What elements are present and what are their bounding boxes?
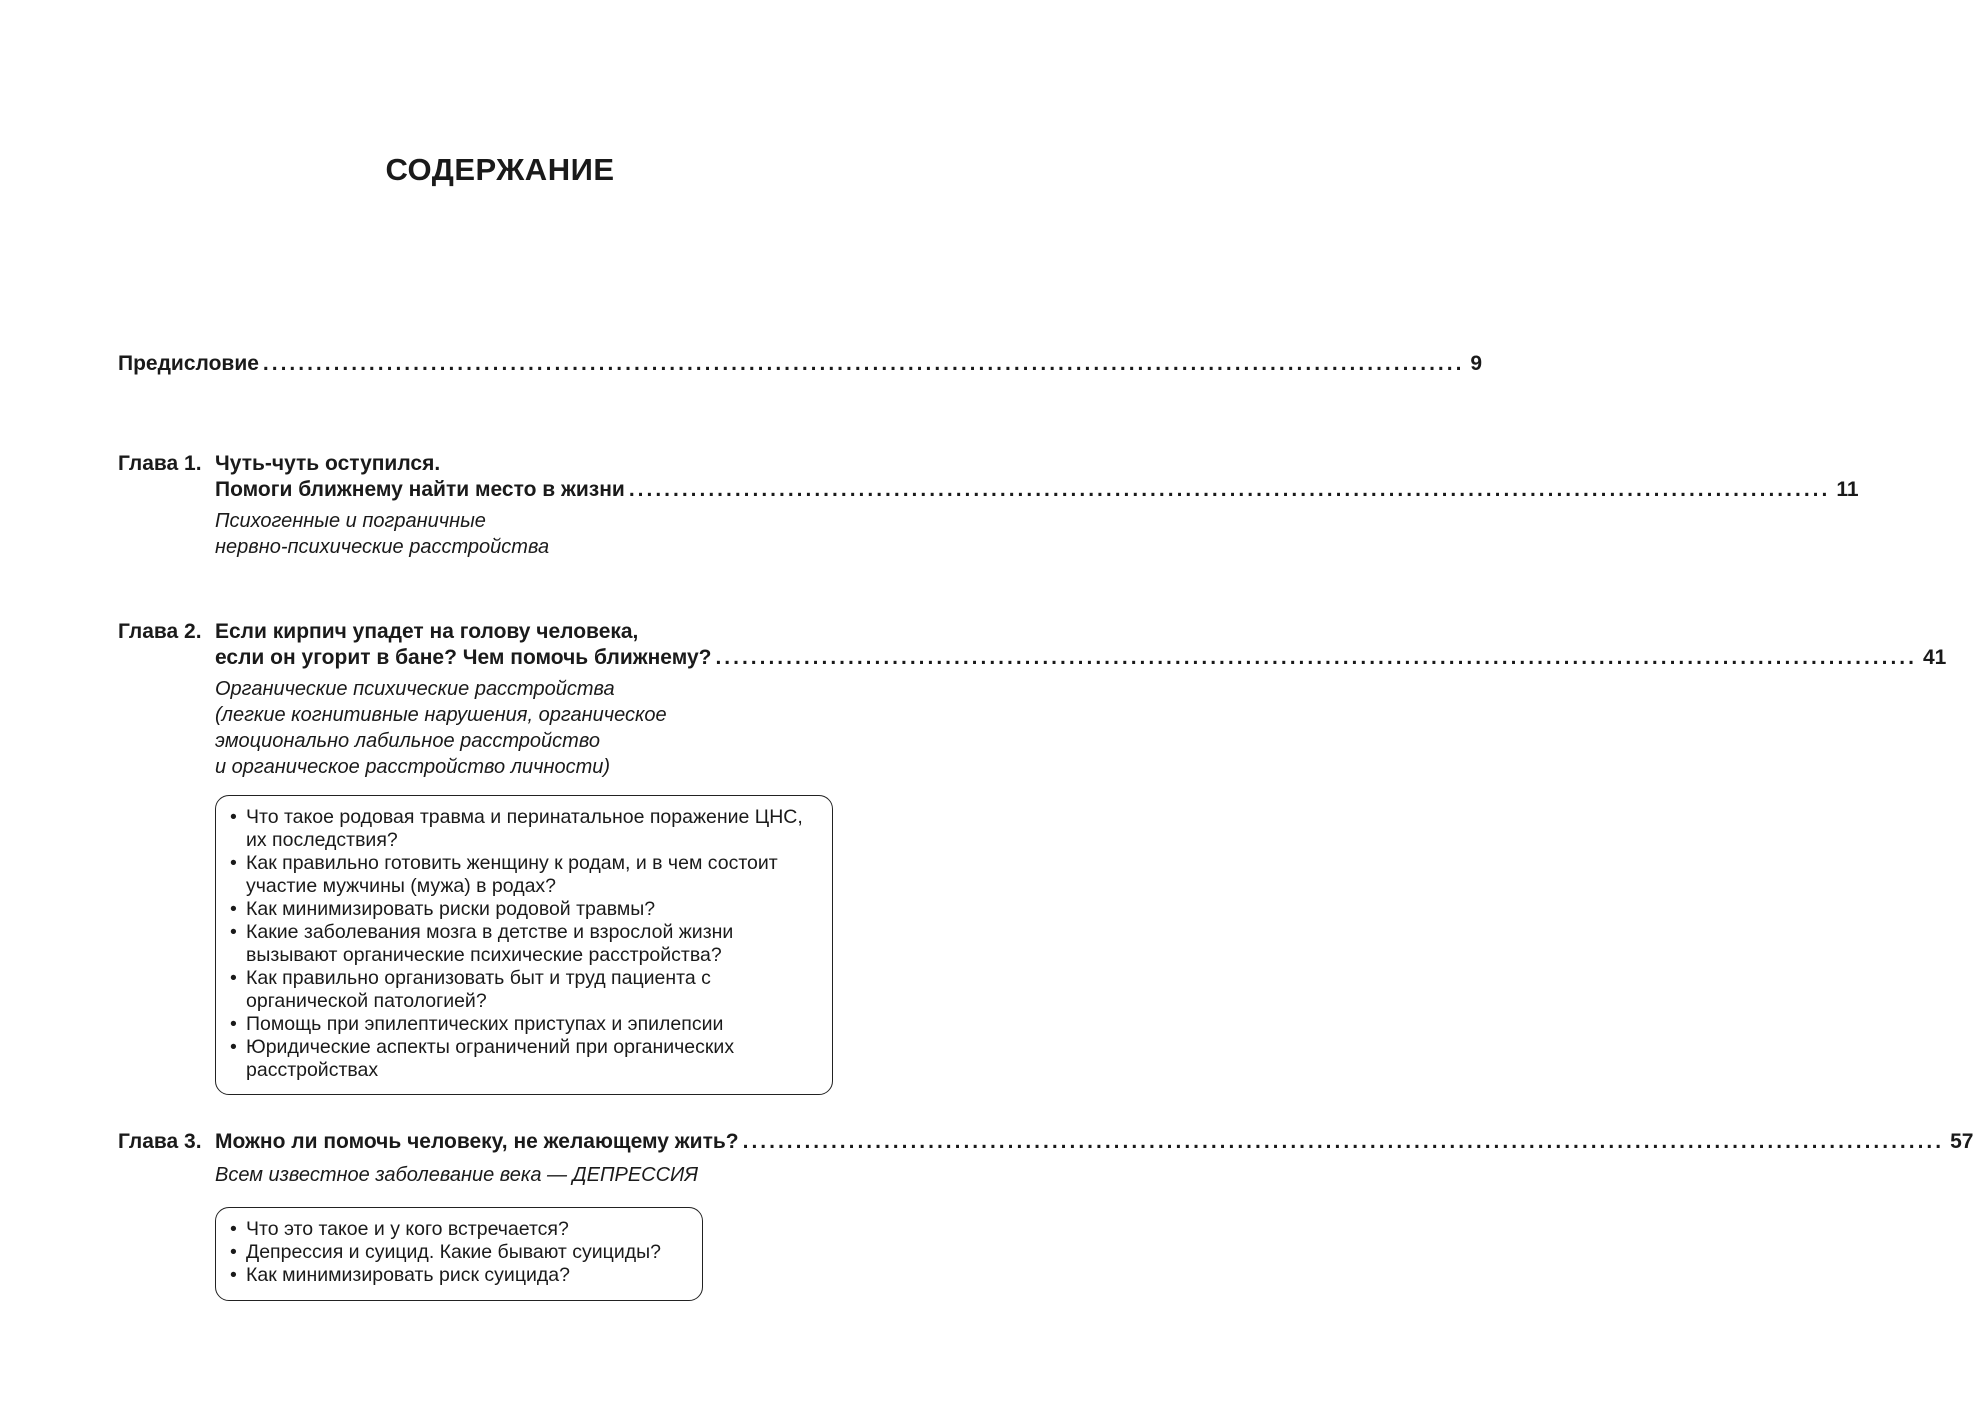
chapter-label: Глава 2. — [118, 620, 202, 643]
page-number: 9 — [1470, 352, 1483, 375]
leader-dots: ........................................................................................................................................ — [628, 478, 1831, 501]
topic-item: • Помощь при эпилептических приступах и эпилепсии — [230, 1013, 818, 1036]
page-number: 11 — [1836, 478, 1859, 501]
topic-item: • Как минимизировать риски родовой травмы? — [230, 898, 818, 921]
toc-entry-chapter-3[interactable] — [215, 1130, 1973, 1162]
chapter-subtitle: нервно-психические расстройства — [215, 536, 550, 558]
toc-entry-title: Предисловие — [118, 352, 259, 375]
chapter-title-line: Чуть-чуть оступился. — [215, 452, 441, 475]
topic-item: • Депрессия и суицид. Какие бывают суициды? — [230, 1241, 688, 1264]
page-number: 57 — [1950, 1130, 1973, 1153]
leader-dots: ........................................................................................................................................ — [715, 646, 1917, 669]
chapter-title-line: Помоги ближнему найти место в жизни — [215, 478, 625, 501]
chapter-title-line: если он угорит в бане? Чем помочь ближнему? — [215, 646, 712, 669]
chapter-subtitle: Всем известное заболевание века — ДЕПРЕССИЯ — [215, 1164, 698, 1186]
chapter-subtitle: эмоционально лабильное расстройство — [215, 730, 600, 752]
chapter-title-line: Можно ли помочь человеку, не желающему жить? — [215, 1130, 739, 1153]
chapter-3-topics-box — [215, 1207, 703, 1301]
leader-dots: ........................................................................................................................................ — [742, 1130, 1945, 1153]
topic-item: • Что это такое и у кого встречается? — [230, 1218, 688, 1241]
chapter-subtitle: (легкие когнитивные нарушения, органическое — [215, 704, 667, 726]
page-number: 41 — [1922, 646, 1947, 669]
topic-item: • Что такое родовая травма и перинатальное поражение ЦНС, их последствия? — [230, 806, 818, 852]
topic-item: • Какие заболевания мозга в детстве и взрослой жизни вызывают органические психические расстройства? — [230, 921, 818, 967]
chapter-subtitle: Психогенные и пограничные — [215, 510, 486, 532]
chapter-title-line: Если кирпич упадет на голову человека, — [215, 620, 639, 643]
topic-item: • Как минимизировать риск суицида? — [230, 1264, 688, 1287]
toc-entry-chapter-2[interactable] — [215, 646, 1947, 678]
page-title: СОДЕРЖАНИЕ — [385, 152, 615, 187]
topic-item: • Как правильно организовать быт и труд пациента с органической патологией? — [230, 967, 818, 1013]
chapter-2-topics-box — [215, 795, 833, 1095]
toc-entry-preface[interactable] — [118, 352, 1483, 384]
toc-entry-chapter-1[interactable] — [215, 478, 1859, 510]
chapter-label: Глава 3. — [118, 1130, 202, 1153]
leader-dots: ........................................................................................................................................ — [262, 352, 1465, 375]
topic-item: • Юридические аспекты ограничений при органических расстройствах — [230, 1036, 818, 1082]
chapter-subtitle: и органическое расстройство личности) — [215, 756, 611, 778]
chapter-subtitle: Органические психические расстройства — [215, 678, 615, 700]
topic-item: • Как правильно готовить женщину к родам, и в чем состоит участие мужчины (мужа) в родах? — [230, 852, 818, 898]
chapter-label: Глава 1. — [118, 452, 202, 475]
